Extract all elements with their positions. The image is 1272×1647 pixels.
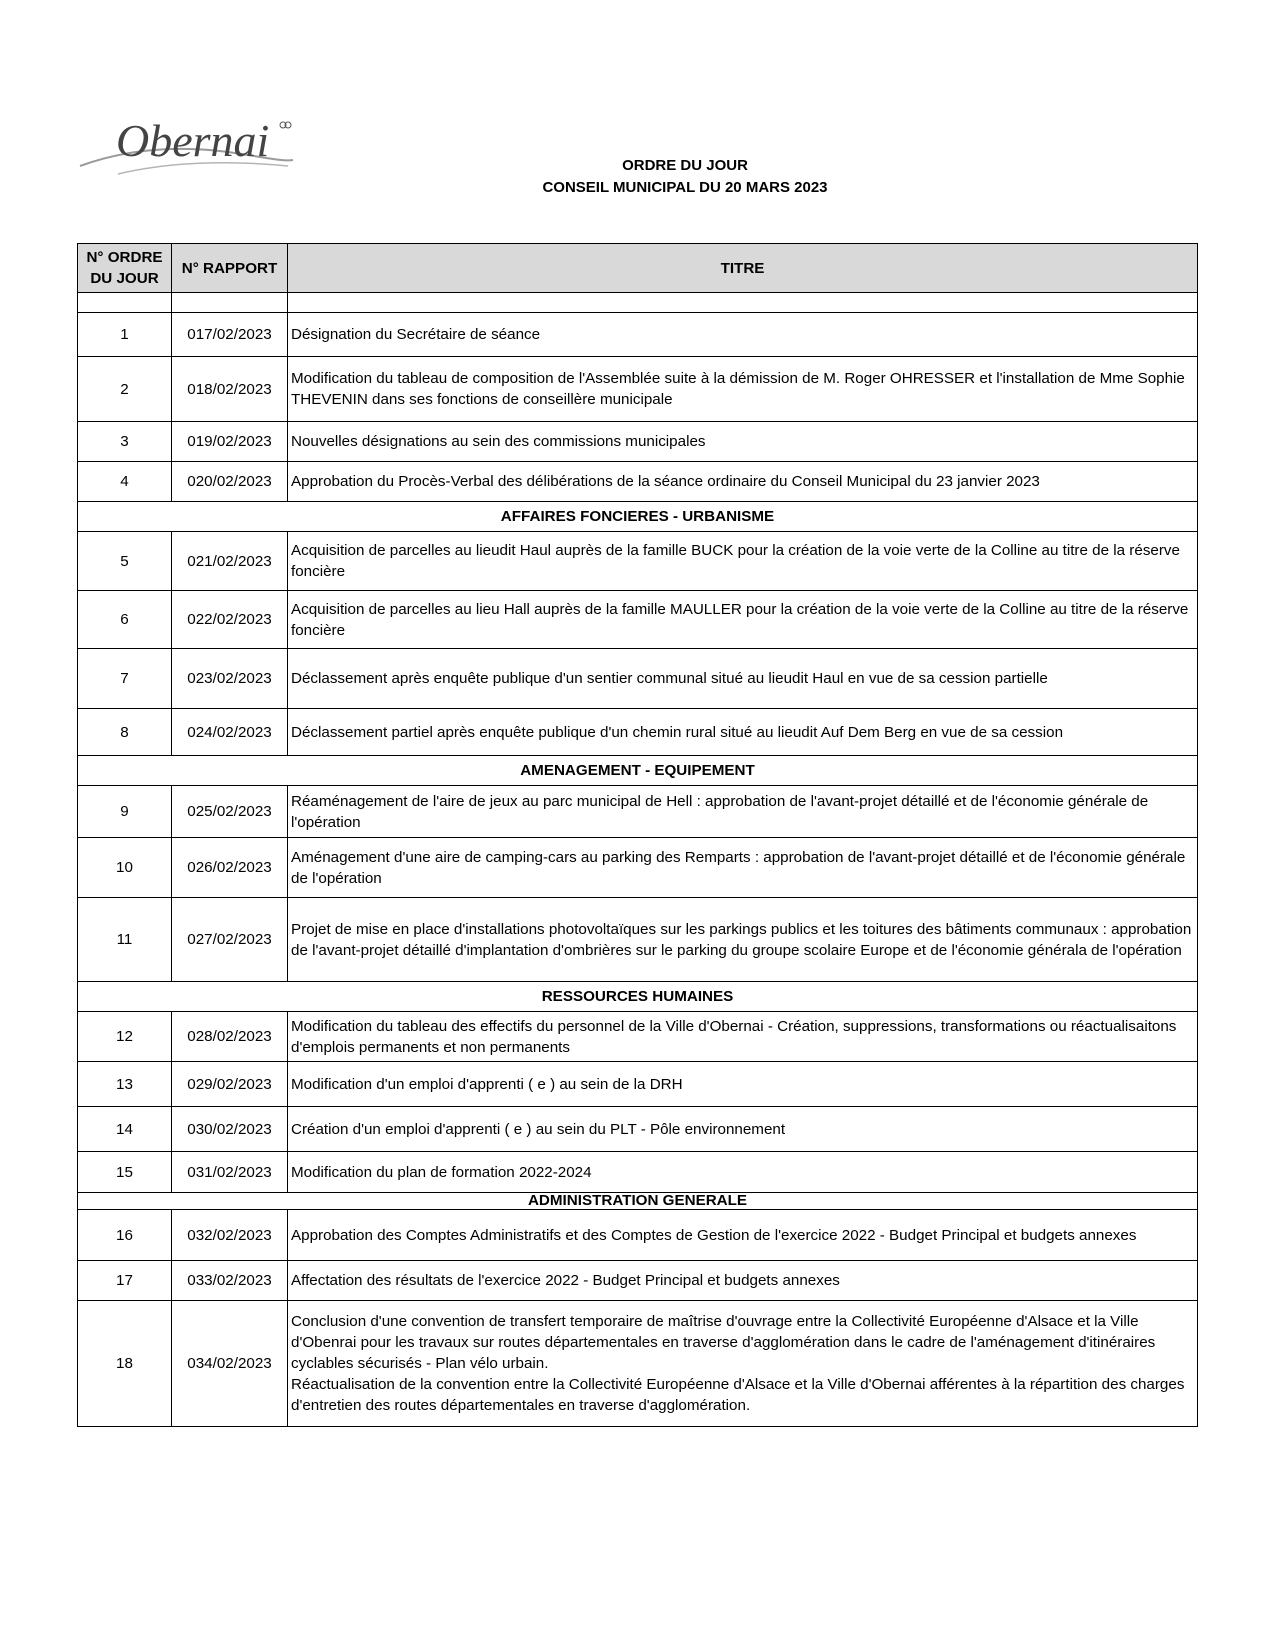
ordre-number: 3 <box>78 422 172 462</box>
logo-text: Obernai <box>116 118 270 166</box>
titre-cell <box>288 1062 1198 1107</box>
ordre-number: 7 <box>78 649 172 709</box>
titre-cell <box>288 898 1198 982</box>
rapport-number: 023/02/2023 <box>172 649 288 709</box>
rapport-number: 024/02/2023 <box>172 709 288 756</box>
titre-text: Déclassement partiel après enquête publique d'un chemin rural situé au lieudit Auf Dem Berg en vue de sa cession <box>291 723 1064 741</box>
titre-cell <box>288 709 1198 756</box>
rapport-number: 029/02/2023 <box>172 1062 288 1107</box>
header-rapport: N° RAPPORT <box>172 244 288 293</box>
titre-cell <box>288 786 1198 838</box>
section-title: AFFAIRES FONCIERES - URBANISME <box>78 502 1198 532</box>
ordre-number: 5 <box>78 532 172 591</box>
titre-text-continued: Réactualisation de la convention entre la Collectivité Européenne d'Alsace et la Ville d'Obernai afférentes à la répartition des charges d'entretien des routes départementales en traverse d'agglomération. <box>291 1376 1185 1414</box>
rapport-number: 020/02/2023 <box>172 462 288 502</box>
obernai-logo <box>78 118 313 180</box>
ordre-number: 17 <box>78 1261 172 1301</box>
titre-text: Modification d'un emploi d'apprenti ( e ) au sein de la DRH <box>291 1075 683 1093</box>
document-title: ORDRE DU JOUR <box>622 157 748 174</box>
rapport-number: 018/02/2023 <box>172 357 288 422</box>
titre-text: Acquisition de parcelles au lieudit Haul auprès de la famille BUCK pour la création de la voie verte de la Colline au titre de la réserve foncière <box>291 542 1180 580</box>
titre-cell <box>288 838 1198 898</box>
titre-text: Modification du tableau de composition de l'Assemblée suite à la démission de M. Roger OHRESSER et l'installation de Mme Sophie THEVENIN dans ses fonctions de conseillère municipale <box>291 370 1185 408</box>
titre-text: Affectation des résultats de l'exercice 2022 - Budget Principal et budgets annexes <box>291 1272 840 1289</box>
table-row <box>78 313 1198 357</box>
ordre-number: 11 <box>78 898 172 982</box>
table-row <box>78 1301 1198 1427</box>
agenda-table <box>77 243 1198 1427</box>
blank-row <box>78 293 1198 313</box>
titre-cell <box>288 1107 1198 1152</box>
titre-cell <box>288 1012 1198 1062</box>
table-row <box>78 1062 1198 1107</box>
rapport-number: 026/02/2023 <box>172 838 288 898</box>
header-titre: TITRE <box>288 244 1198 293</box>
titre-text: Approbation des Comptes Administratifs et des Comptes de Gestion de l'exercice 2022 - Budget Principal et budgets annexes <box>291 1226 1137 1244</box>
section-header-row <box>78 756 1198 786</box>
ordre-number: 15 <box>78 1152 172 1193</box>
document-subtitle: CONSEIL MUNICIPAL DU 20 MARS 2023 <box>542 179 828 196</box>
table-row <box>78 1261 1198 1301</box>
titre-cell <box>288 591 1198 649</box>
table-row <box>78 786 1198 838</box>
titre-text: Désignation du Secrétaire de séance <box>291 326 541 343</box>
rapport-number: 027/02/2023 <box>172 898 288 982</box>
titre-text: Conclusion d'une convention de transfert temporaire de maîtrise d'ouvrage entre la Collectivité Européenne d'Alsace et la Ville d'Obenrai pour les travaux sur routes départementales en traverse d'agglomération dans le cadre de l'aménagement d'itinéraires cyclables sécurisés - Plan vélo urbain. <box>291 1313 1156 1372</box>
rapport-number: 022/02/2023 <box>172 591 288 649</box>
titre-cell <box>288 649 1198 709</box>
titre-cell <box>288 1210 1198 1261</box>
header-ordre <box>78 244 172 293</box>
ordre-number: 12 <box>78 1012 172 1062</box>
table-row <box>78 649 1198 709</box>
rapport-number: 019/02/2023 <box>172 422 288 462</box>
table-row <box>78 1152 1198 1193</box>
header-ordre-line2: DU JOUR <box>90 270 159 287</box>
table-row <box>78 357 1198 422</box>
table-row <box>78 422 1198 462</box>
section-header-row <box>78 502 1198 532</box>
titre-cell <box>288 1261 1198 1301</box>
agenda-body <box>78 293 1198 1427</box>
table-row <box>78 1210 1198 1261</box>
titre-text: Réaménagement de l'aire de jeux au parc municipal de Hell : approbation de l'avant-projet détaillé et de l'économie générale de l'opération <box>291 792 1149 831</box>
ordre-number: 1 <box>78 313 172 357</box>
ordre-number: 13 <box>78 1062 172 1107</box>
rapport-number: 031/02/2023 <box>172 1152 288 1193</box>
titre-text: Déclassement après enquête publique d'un sentier communal situé au lieudit Haul en vue de sa cession partielle <box>291 670 1048 687</box>
rapport-number: 025/02/2023 <box>172 786 288 838</box>
rapport-number: 021/02/2023 <box>172 532 288 591</box>
ordre-number: 16 <box>78 1210 172 1261</box>
table-row <box>78 838 1198 898</box>
section-title: RESSOURCES HUMAINES <box>78 982 1198 1012</box>
section-title: AMENAGEMENT - EQUIPEMENT <box>78 756 1198 786</box>
titre-text: Aménagement d'une aire de camping-cars au parking des Remparts : approbation de l'avant-projet détaillé et de l'économie générale de l'opération <box>291 848 1186 887</box>
titre-text: Modification du plan de formation 2022-2024 <box>291 1163 592 1181</box>
table-row <box>78 1107 1198 1152</box>
rapport-number: 033/02/2023 <box>172 1261 288 1301</box>
ordre-number: 9 <box>78 786 172 838</box>
titre-text: Nouvelles désignations au sein des commissions municipales <box>291 433 706 450</box>
titre-cell <box>288 462 1198 502</box>
titre-text: Approbation du Procès-Verbal des délibérations de la séance ordinaire du Conseil Municipal du 23 janvier 2023 <box>291 473 1040 490</box>
titre-text: Projet de mise en place d'installations photovoltaïques sur les parkings publics et les toitures des bâtiments communaux : approbation de l'avant-projet détaillé d'implantation d'ombrières sur le parking du groupe scolaire Europe et de l'économie générala de l'opération <box>291 920 1192 959</box>
rapport-number: 034/02/2023 <box>172 1301 288 1427</box>
ordre-number: 18 <box>78 1301 172 1427</box>
titre-cell <box>288 1301 1198 1427</box>
table-row <box>78 898 1198 982</box>
section-title: ADMINISTRATION GENERALE <box>78 1193 1198 1210</box>
rapport-number: 030/02/2023 <box>172 1107 288 1152</box>
table-row <box>78 591 1198 649</box>
ordre-number: 2 <box>78 357 172 422</box>
table-row <box>78 709 1198 756</box>
section-header-row <box>78 1193 1198 1210</box>
table-header-row <box>78 244 1198 293</box>
table-row <box>78 532 1198 591</box>
ordre-number: 6 <box>78 591 172 649</box>
ordre-number: 4 <box>78 462 172 502</box>
titre-cell <box>288 532 1198 591</box>
ordre-number: 14 <box>78 1107 172 1152</box>
rapport-number: 017/02/2023 <box>172 313 288 357</box>
titre-text: Acquisition de parcelles au lieu Hall auprès de la famille MAULLER pour la création de la voie verte de la Colline au titre de la réserve foncière <box>291 600 1189 639</box>
ordre-number: 8 <box>78 709 172 756</box>
titre-cell <box>288 1152 1198 1193</box>
table-row <box>78 462 1198 502</box>
titre-cell <box>288 357 1198 422</box>
rapport-number: 032/02/2023 <box>172 1210 288 1261</box>
rapport-number: 028/02/2023 <box>172 1012 288 1062</box>
titre-text: Modification du tableau des effectifs du personnel de la Ville d'Obernai - Création, suppressions, transformations ou réactualisaitons d'emplois permanents et non permanents <box>291 1017 1177 1056</box>
titre-cell <box>288 422 1198 462</box>
section-header-row <box>78 982 1198 1012</box>
table-row <box>78 1012 1198 1062</box>
titre-text: Création d'un emploi d'apprenti ( e ) au sein du PLT - Pôle environnement <box>291 1120 786 1138</box>
titre-cell <box>288 313 1198 357</box>
ordre-number: 10 <box>78 838 172 898</box>
header-ordre-line1: N° ORDRE <box>86 249 163 266</box>
